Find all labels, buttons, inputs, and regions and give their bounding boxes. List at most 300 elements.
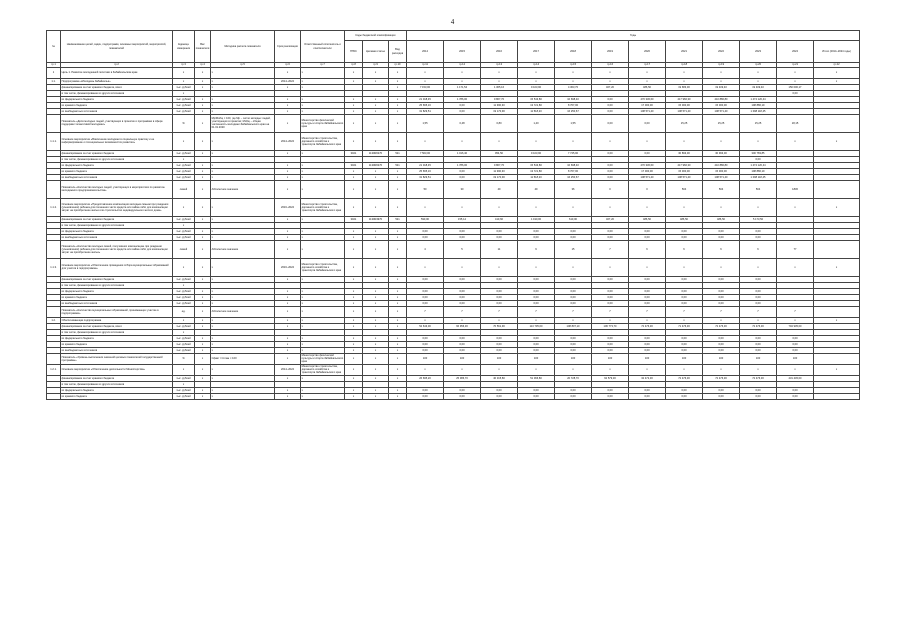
value-cell: 0,00	[777, 90, 814, 96]
value-cell: х	[629, 67, 666, 78]
row-name-cell: из краевого бюджета	[61, 168, 173, 174]
value-cell: 7	[481, 306, 518, 317]
value-cell: 1836	[777, 180, 814, 198]
value-cell: х	[666, 198, 703, 216]
value-cell: 19 409,40	[703, 84, 740, 90]
value-cell: 11 518,20	[518, 108, 555, 114]
value-cell: х	[629, 364, 666, 375]
value-cell: 72 476,30	[703, 375, 740, 381]
row-number-cell: 1.1.	[47, 78, 61, 84]
value-cell: 0,00	[629, 294, 666, 300]
value-cell: 0,00	[481, 234, 518, 240]
value-cell: 0,00	[592, 300, 629, 306]
value-cell: 0,00	[555, 335, 592, 341]
value-cell	[814, 114, 860, 132]
value-cell: 0,00	[518, 234, 555, 240]
value-cell: 0,00	[555, 276, 592, 282]
header-code: Вид расходов	[389, 41, 407, 63]
code-grbs-cell: х	[345, 294, 363, 300]
term-cell: х	[275, 353, 301, 364]
unit-cell: тыс. рублей	[173, 335, 195, 341]
value-cell: 16 250,67	[555, 174, 592, 180]
value-cell: х	[592, 198, 629, 216]
executor-cell: х	[301, 102, 345, 108]
value-cell: 0,00	[703, 276, 740, 282]
value-cell: 1,55	[407, 114, 444, 132]
value-cell: х	[740, 258, 777, 276]
value-cell: 0,00	[481, 300, 518, 306]
row-number-cell: 1.1.1.	[47, 132, 61, 150]
executor-cell: Министерство физической культуры и спорта Забайкальского края	[301, 114, 345, 132]
value-cell: 0,00	[481, 347, 518, 353]
value-cell: 0,00	[703, 234, 740, 240]
value-cell: 0,00	[592, 114, 629, 132]
value-cell: х	[777, 132, 814, 150]
unit-cell: тыс. рублей	[173, 108, 195, 114]
value-cell: 0,00	[666, 335, 703, 341]
value-cell: 0,00	[518, 387, 555, 393]
row-name-cell: из внебюджетных источников	[61, 234, 173, 240]
value-cell: х	[629, 132, 666, 150]
code-target-cell: х	[363, 96, 389, 102]
column-index-cell: гр.9	[363, 63, 389, 68]
value-cell: 17 000,00	[629, 168, 666, 174]
header-year: 2019	[592, 41, 629, 63]
value-cell: 198 886,19	[740, 168, 777, 174]
value-cell: 9	[518, 240, 555, 258]
header-method: Методика расчета показателя	[211, 31, 275, 63]
value-cell: 108 571,40	[629, 174, 666, 180]
method-cell: Сфакт / Сплан × 100	[211, 353, 275, 364]
term-cell: х	[275, 300, 301, 306]
value-cell: 0,00	[703, 387, 740, 393]
code-target-cell: х	[363, 198, 389, 216]
unit-cell: тыс. рублей	[173, 150, 195, 156]
executor-cell: х	[301, 375, 345, 381]
method-cell: х	[211, 387, 275, 393]
unit-cell: тыс. рублей	[173, 174, 195, 180]
unit-cell: тыс. рублей	[173, 288, 195, 294]
column-index-cell: гр.1	[47, 63, 61, 68]
value-cell: х	[407, 364, 444, 375]
value-cell: 0,00	[444, 276, 481, 282]
value-cell: 410 886,80	[703, 162, 740, 168]
value-cell: х	[592, 67, 629, 78]
row-name-cell: Основное мероприятие «Обеспечение проведения отбора муниципальных образований для участия в подпрограмме»	[61, 258, 173, 276]
column-index-cell: гр.8	[345, 63, 363, 68]
weight-cell: х	[195, 317, 211, 323]
term-cell: 2016–2024	[275, 198, 301, 216]
code-grbs-cell: х	[345, 393, 363, 399]
value-cell: х	[777, 258, 814, 276]
table-body	[47, 63, 860, 400]
value-cell: 19 409,40	[740, 84, 777, 90]
value-cell: 7	[592, 240, 629, 258]
code-type-cell: х	[389, 132, 407, 150]
code-grbs-cell: х	[345, 288, 363, 294]
value-cell: х	[666, 132, 703, 150]
row-number-cell: 1.1.2.	[47, 198, 61, 216]
value-cell: 0,00	[629, 288, 666, 294]
row-name-cell: Основное мероприятие «Обеспечение деятельности Министерства»	[61, 364, 173, 375]
value-cell: х	[518, 364, 555, 375]
value-cell: 52 643,00	[407, 323, 444, 329]
value-cell: х	[814, 198, 860, 216]
value-cell: 50	[407, 180, 444, 198]
value-cell: 0,00	[740, 335, 777, 341]
code-target-cell: х	[363, 306, 389, 317]
code-grbs-cell: х	[345, 198, 363, 216]
value-cell: х	[703, 198, 740, 216]
value-cell: 49	[518, 180, 555, 198]
code-type-cell: х	[389, 341, 407, 347]
code-type-cell: х	[389, 393, 407, 399]
value-cell: 150 000,17	[777, 84, 814, 90]
unit-cell: тыс. рублей	[173, 387, 195, 393]
unit-cell: %	[173, 353, 195, 364]
weight-cell: х	[195, 323, 211, 329]
code-target-cell: х	[363, 234, 389, 240]
column-index-cell: гр.3	[173, 63, 195, 68]
value-cell: 9 103,90	[518, 84, 555, 90]
value-cell: х	[518, 258, 555, 276]
value-cell: 15 000,00	[703, 168, 740, 174]
value-cell: 0,00	[666, 347, 703, 353]
executor-cell: х	[301, 96, 345, 102]
row-name-cell: Показатель «Количество молодых семей, получивших компенсацию при рождении (усыновлении) ребенка для погашения части кредита или займа либо для компенсации затрат на приобретение жилья»	[61, 240, 173, 258]
value-cell: 0,00	[740, 228, 777, 234]
weight-cell: х	[195, 96, 211, 102]
column-index-cell: гр.12	[444, 63, 481, 68]
weight-cell: х	[195, 393, 211, 399]
row-number-cell	[47, 393, 61, 399]
value-cell: 0,00	[666, 387, 703, 393]
code-type-cell: х	[389, 258, 407, 276]
code-grbs-cell: х	[345, 387, 363, 393]
executor-cell: х	[301, 393, 345, 399]
method-cell: х	[211, 375, 275, 381]
value-cell: х	[814, 364, 860, 375]
value-cell: х	[407, 317, 444, 323]
value-cell: 0,00	[444, 288, 481, 294]
value-cell: 0,00	[592, 96, 629, 102]
value-cell: 417 966,30	[666, 96, 703, 102]
column-index-cell: гр.18	[666, 63, 703, 68]
code-type-cell: х	[389, 288, 407, 294]
method-cell: х	[211, 393, 275, 399]
code-grbs-cell: х	[345, 78, 363, 84]
code-grbs-cell: х	[345, 108, 363, 114]
value-cell: 8 767,00	[555, 102, 592, 108]
weight-cell: х	[195, 341, 211, 347]
row-name-cell: из федерального бюджета	[61, 387, 173, 393]
value-cell: 18,15	[777, 114, 814, 132]
term-cell: х	[275, 114, 301, 132]
value-cell: 108 571,40	[703, 108, 740, 114]
value-cell: 32 472,30	[629, 375, 666, 381]
value-cell: 7	[407, 306, 444, 317]
executor-cell: х	[301, 84, 345, 90]
value-cell: 1 474 120,44	[740, 162, 777, 168]
column-index-cell: гр.2	[61, 63, 173, 68]
term-cell: х	[275, 180, 301, 198]
value-cell: 0,00	[407, 234, 444, 240]
value-cell: х	[703, 67, 740, 78]
code-target-cell: х	[363, 78, 389, 84]
value-cell: х	[555, 78, 592, 84]
value-cell: 0,00	[555, 387, 592, 393]
header-codes: Коды бюджетной классификации	[345, 31, 407, 41]
value-cell: 0,00	[777, 387, 814, 393]
code-grbs-cell: 3021	[345, 150, 363, 156]
unit-cell: тыс. рублей	[173, 276, 195, 282]
value-cell: 0,00	[740, 156, 777, 162]
value-cell: х	[666, 364, 703, 375]
unit-cell: семей	[173, 180, 195, 198]
header-year: 2020	[629, 41, 666, 63]
value-cell: 100	[703, 353, 740, 364]
value-cell: 1 016,40	[444, 150, 481, 156]
value-cell: 15,25	[703, 114, 740, 132]
value-cell: х	[740, 67, 777, 78]
code-type-cell: х	[389, 228, 407, 234]
value-cell: 8 767,00	[555, 168, 592, 174]
budget-table-sheet	[46, 30, 852, 400]
executor-cell: х	[301, 276, 345, 282]
code-target-cell: х	[363, 323, 389, 329]
value-cell: 72 476,30	[740, 375, 777, 381]
header-values: Годы	[407, 31, 860, 41]
value-cell: 30 893,00	[666, 150, 703, 156]
value-cell: 431 445,00	[777, 375, 814, 381]
unit-cell: х	[173, 317, 195, 323]
row-name-cell: из внебюджетных источников	[61, 347, 173, 353]
column-index-cell: гр.4	[195, 63, 211, 68]
value-cell: 100	[592, 353, 629, 364]
code-target-cell: х	[363, 240, 389, 258]
value-cell: 30	[444, 180, 481, 198]
weight-cell: х	[195, 353, 211, 364]
code-target-cell: х	[363, 317, 389, 323]
value-cell: 25 665,16	[407, 168, 444, 174]
method-cell: х	[211, 174, 275, 180]
value-cell: 0,00	[481, 276, 518, 282]
executor-cell: х	[301, 300, 345, 306]
code-target-cell: х	[363, 114, 389, 132]
code-type-cell: х	[389, 67, 407, 78]
value-cell: 100	[777, 353, 814, 364]
value-cell: х	[740, 364, 777, 375]
weight-cell: х	[195, 347, 211, 353]
unit-cell: ед.	[173, 306, 195, 317]
value-cell: 11	[481, 240, 518, 258]
value-cell: 0,00	[444, 335, 481, 341]
value-cell: 25 386,70	[444, 375, 481, 381]
term-cell: х	[275, 341, 301, 347]
value-cell: 1 474 120,44	[740, 96, 777, 102]
row-name-cell: из внебюджетных источников	[61, 300, 173, 306]
value-cell: х	[444, 67, 481, 78]
weight-cell: х	[195, 300, 211, 306]
value-cell: 0,00	[740, 276, 777, 282]
value-cell: 0,00	[666, 228, 703, 234]
value-cell: 0,00	[481, 294, 518, 300]
row-number-cell: 1	[47, 67, 61, 78]
value-cell: х	[592, 258, 629, 276]
value-cell: 106 773,70	[592, 323, 629, 329]
weight-cell: х	[195, 150, 211, 156]
code-grbs-cell: х	[345, 341, 363, 347]
code-type-cell: 521	[389, 216, 407, 222]
executor-cell: х	[301, 294, 345, 300]
method-cell: х	[211, 335, 275, 341]
header-year: 2024	[777, 41, 814, 63]
method-cell: х	[211, 228, 275, 234]
value-cell: 0,00	[666, 341, 703, 347]
value-cell: 21 018,45	[407, 96, 444, 102]
value-cell: 198 886,19	[740, 102, 777, 108]
value-cell: 0,00	[629, 228, 666, 234]
value-cell: 0,00	[592, 294, 629, 300]
term-cell: х	[275, 108, 301, 114]
value-cell: 0,00	[629, 341, 666, 347]
value-cell: 0,00	[555, 393, 592, 399]
row-name-cell: из краевого бюджета	[61, 393, 173, 399]
unit-cell: тыс. рублей	[173, 393, 195, 399]
value-cell: 100	[518, 353, 555, 364]
value-cell: 0,00	[407, 347, 444, 353]
value-cell: 0,00	[481, 288, 518, 294]
row-name-cell: Показатель «Доля молодых людей, участвующих в проектах и программах в сфере поддержки талантливой молодежи»	[61, 114, 173, 132]
value-cell: 0,00	[666, 234, 703, 240]
code-target-cell: х	[363, 347, 389, 353]
code-grbs-cell: 3021	[345, 162, 363, 168]
code-grbs-cell: 3021	[345, 216, 363, 222]
value-cell: 11 390,30	[481, 168, 518, 174]
term-cell: х	[275, 102, 301, 108]
value-cell: 0	[629, 180, 666, 198]
method-cell: Абсолютное значение	[211, 180, 275, 198]
executor-cell: х	[301, 341, 345, 347]
value-cell: 7	[555, 306, 592, 317]
value-cell: 417 966,30	[666, 162, 703, 168]
code-grbs-cell: х	[345, 335, 363, 341]
value-cell: 0,00	[444, 393, 481, 399]
value-cell: 410,66	[481, 216, 518, 222]
executor-cell: х	[301, 168, 345, 174]
row-name-cell: из краевого бюджета	[61, 102, 173, 108]
value-cell: 40 315,80	[481, 375, 518, 381]
value-cell: х	[814, 67, 860, 78]
row-number-cell	[47, 180, 61, 198]
term-cell: 2014–2024	[275, 78, 301, 84]
weight-cell: х	[195, 240, 211, 258]
executor-cell: Министерство строительства, дорожного хозяйства и транспорта Забайкальского края	[301, 258, 345, 276]
executor-cell: х	[301, 347, 345, 353]
value-cell: 0,00	[407, 276, 444, 282]
value-cell: 7	[703, 306, 740, 317]
weight-cell: х	[195, 114, 211, 132]
value-cell: 15,25	[740, 114, 777, 132]
value-cell: 5 173,50	[740, 216, 777, 222]
weight-cell: х	[195, 288, 211, 294]
value-cell: 0,00	[555, 288, 592, 294]
value-cell: 7	[666, 306, 703, 317]
code-grbs-cell: х	[345, 234, 363, 240]
method-cell: Абсолютное значение	[211, 240, 275, 258]
method-cell: х	[211, 150, 275, 156]
executor-cell: х	[301, 288, 345, 294]
row-name-cell: в том числе, финансирование из других источников	[61, 90, 173, 96]
value-cell: 1 786,00	[444, 162, 481, 168]
table-row	[47, 132, 860, 150]
code-grbs-cell: х	[345, 347, 363, 353]
unit-cell: тыс. рублей	[173, 234, 195, 240]
column-index-cell: гр.5	[211, 63, 275, 68]
value-cell: х	[703, 317, 740, 323]
executor-cell: х	[301, 240, 345, 258]
value-cell: 21 018,45	[407, 162, 444, 168]
unit-cell: х	[173, 198, 195, 216]
method-cell: х	[211, 347, 275, 353]
value-cell: х	[481, 198, 518, 216]
code-type-cell: 521	[389, 150, 407, 156]
value-cell: 0,00	[444, 168, 481, 174]
unit-cell: тыс. рублей	[173, 323, 195, 329]
value-cell: 504	[740, 180, 777, 198]
executor-cell: х	[301, 335, 345, 341]
row-name-cell: финансирование за счет краевого бюджета, всего	[61, 84, 173, 90]
value-cell: 0,00	[740, 294, 777, 300]
value-cell: 0,00	[481, 335, 518, 341]
term-cell: 2014–2024	[275, 364, 301, 375]
value-cell: 4	[407, 240, 444, 258]
code-grbs-cell: х	[345, 180, 363, 198]
row-name-cell: Основное мероприятие «Вовлечение молодежи в социальную практику и ее информирование о потенциальных возможностях развития»	[61, 132, 173, 150]
value-cell: 7	[777, 306, 814, 317]
method-cell: х	[211, 216, 275, 222]
value-cell: 0,00	[444, 102, 481, 108]
value-cell: 0,80	[481, 114, 518, 132]
code-target-cell: х	[363, 300, 389, 306]
term-cell: х	[275, 96, 301, 102]
value-cell: 0,00	[555, 347, 592, 353]
unit-cell: тыс. рублей	[173, 347, 195, 353]
executor-cell: х	[301, 162, 345, 168]
executor-cell: х	[301, 306, 345, 317]
value-cell: х	[481, 132, 518, 150]
code-target-cell: х	[363, 180, 389, 198]
value-cell: 0,00	[740, 347, 777, 353]
value-cell: 108 807,10	[555, 323, 592, 329]
value-cell: 0,00	[740, 234, 777, 240]
value-cell: 15 000,00	[666, 168, 703, 174]
value-cell: 0,00	[555, 300, 592, 306]
value-cell: х	[703, 364, 740, 375]
value-cell: х	[592, 78, 629, 84]
code-type-cell: х	[389, 294, 407, 300]
code-grbs-cell: х	[345, 174, 363, 180]
value-cell: 0,00	[444, 234, 481, 240]
value-cell: 0,00	[518, 228, 555, 234]
value-cell	[814, 240, 860, 258]
term-cell: х	[275, 228, 301, 234]
row-name-cell: финансирование за счет краевого бюджета, всего	[61, 323, 173, 329]
code-target-cell: х	[363, 387, 389, 393]
code-target-cell: х	[363, 393, 389, 399]
term-cell: х	[275, 276, 301, 282]
weight-cell: х	[195, 102, 211, 108]
